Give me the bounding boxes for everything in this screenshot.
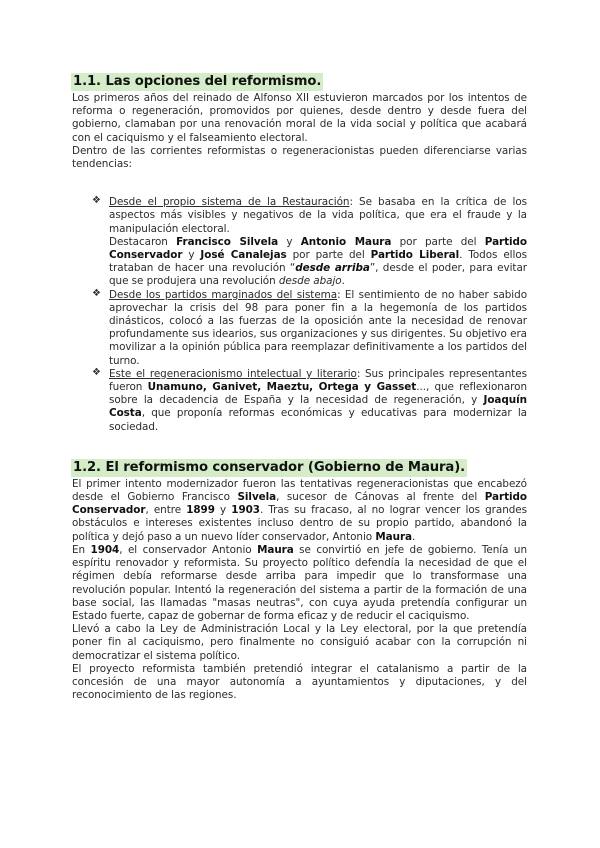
tendencies-list [72, 196, 527, 434]
section-1-intro: Los primeros años del reinado de Alfonso XII estuvieron marcados por los intentos de reforma o regeneración, promovidos por quienes, desde dentro y desde fuera del gobierno, clamaban por una renovación moral de la vida social y política que acabará con el caciquismo y el falseamiento electoral. [72, 92, 527, 144]
section-2 [72, 456, 527, 702]
section-1-heading: 1.1. Las opciones del reformismo. [73, 74, 322, 89]
section-2-paragraph-1: El primer intento modernizador fueron las tentativas regeneracionistas que encabezó desde el Gobierno Francisco Silvela, sucesor de Cánovas al frente del Partido Conservador, entre 1899 y 1903. Tras su fracaso, al no lograr vencer los grandes obstáculos e intereses existentes incluso dentro de su propio partido, abandonó la política y dejó paso a un nuevo líder conservador, Antonio Maura. [72, 477, 527, 543]
diamond-bullet-icon: ❖ [92, 366, 101, 378]
list-item [72, 289, 527, 368]
section-2-paragraph-4: El proyecto reformista también pretendió integrar el catalanismo a partir de la concesión de una mayor autonomía a ayuntamientos y diputaciones, y del reconocimiento de las regiones. [72, 662, 527, 702]
section-1-intro-continued: Dentro de las corrientes reformistas o regeneracionistas pueden diferenciarse varias tendencias: [72, 144, 527, 171]
tendency-2-title: Desde los partidos marginados del sistema [109, 288, 338, 301]
tendency-1-detail: Destacaron Francisco Silvela y Antonio Maura por parte del Partido Conservador y José Canalejas por parte del Partido Liberal. Todos ellos trataban de hacer una revolución “desde arriba”, desde el poder, para evitar que se produjera una revolución desde abajo. [109, 235, 528, 288]
tendency-1-text: Desde el propio sistema de la Restauración: Se basaba en la crítica de los aspectos más visibles y negativos de la vida política, que era el fraude y la manipulación electoral. [109, 196, 527, 235]
list-item [72, 368, 527, 434]
diamond-bullet-icon: ❖ [92, 195, 101, 207]
diamond-bullet-icon: ❖ [92, 287, 101, 299]
tendency-2-text: Desde los partidos marginados del sistema: El sentimiento de no haber sabido aprovechar la crisis del 98 para poner fin a la hegemonía de los partidos dinásticos, colocó a las fuerzas de la oposición ante la necesidad de renovar profundamente sus idearios, sus organizaciones y sus dirigentes. Su objetivo era movilizar a la opinión pública para reemplazar definitivamente a los partidos del turno. [109, 288, 527, 367]
tendency-1-title: Desde el propio sistema de la Restauración [109, 196, 350, 209]
tendency-3-title: Este el regeneracionismo intelectual y literario [109, 367, 357, 380]
list-item [72, 196, 527, 288]
section-2-paragraph-2: En 1904, el conservador Antonio Maura se convirtió en jefe de gobierno. Tenía un espíritu renovador y reformista. Su proyecto político defendía la necesidad de que el régimen debía reformarse desde arriba para impedir que lo transformase una revolución popular. Intentó la regeneración del sistema a partir de la formación de una base social, las llamadas "masas neutras", con cuya ayuda pretendía configurar un Estado fuerte, capaz de gobernar de forma eficaz y de reducir el caciquismo. [72, 543, 527, 622]
document-content [72, 70, 527, 702]
section-2-paragraph-3: Llevó a cabo la Ley de Administración Local y la Ley electoral, por la que pretendía poner fin al caciquismo, pero finalmente no consiguió acabar con la corrupción ni democratizar el sistema político. [72, 623, 527, 662]
section-2-heading: 1.2. El reformismo conservador (Gobierno de Maura). [73, 459, 466, 475]
tendency-3-text: Este el regeneracionismo intelectual y literario: Sus principales representantes fueron Unamuno, Ganivet, Maeztu, Ortega y Gasset..., que reflexionaron sobre la decadencia de España y la necesidad de regeneración, y Joaquín Costa, que proponía reformas económicas y educativas para modernizar la sociedad. [109, 367, 527, 433]
